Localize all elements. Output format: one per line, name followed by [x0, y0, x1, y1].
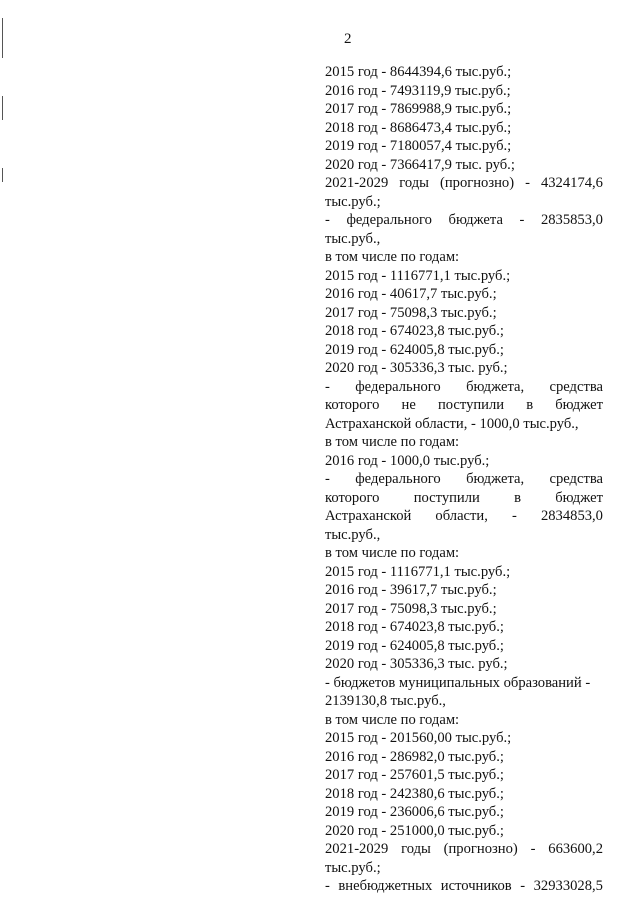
word: -	[511, 508, 517, 524]
text-line: 2139130,8 тыс.руб.,	[325, 693, 446, 709]
text-line: в том числе по годам:	[325, 434, 460, 450]
text-line: 2020 год - 305336,3 тыс. руб.;	[325, 656, 508, 672]
word: средства	[549, 471, 603, 487]
word: не	[401, 397, 416, 413]
text-line: 2019 год - 236006,6 тыс.руб.;	[325, 804, 504, 820]
text-line: 2017 год - 75098,3 тыс.руб.;	[325, 600, 497, 617]
text-line: тыс.руб.,	[325, 230, 381, 247]
word: 2834853,0	[540, 508, 603, 524]
word: средства	[549, 378, 603, 395]
word: годы	[399, 175, 429, 191]
word: которого	[325, 397, 380, 413]
text-line: 2019 год - 624005,8 тыс.руб.;	[325, 637, 504, 654]
word: годы	[401, 841, 431, 857]
text-line: Астраханской области, - 1000,0 тыс.руб.,	[325, 415, 579, 432]
text-line: 2015 год - 1116771,1 тыс.руб.;	[325, 563, 511, 580]
word: 663600,2	[548, 841, 603, 857]
scan-edge-mark	[2, 18, 3, 58]
text-line	[325, 507, 603, 526]
text-line: 2016 год - 1000,0 тыс.руб.;	[325, 452, 490, 469]
text-line: 2018 год - 674023,8 тыс.руб.;	[325, 323, 504, 339]
text-line	[325, 378, 603, 397]
word: которого	[325, 489, 380, 506]
word: в	[526, 397, 534, 413]
word: -	[325, 878, 330, 894]
word: поступили	[413, 489, 480, 506]
text-line	[325, 489, 603, 508]
word: 2835853,0	[540, 212, 603, 228]
word: бюджета,	[466, 471, 525, 487]
text-line	[325, 396, 603, 415]
text-line	[325, 174, 603, 193]
word: источников	[440, 878, 512, 894]
text-line: 2015 год - 201560,00 тыс.руб.;	[325, 730, 512, 746]
text-line: тыс.руб.;	[325, 859, 381, 876]
word: 32933028,5	[533, 878, 603, 894]
text-line: в том числе по годам:	[325, 545, 460, 561]
text-line: 2015 год - 8644394,6 тыс.руб.;	[325, 64, 512, 80]
text-line: 2016 год - 39617,7 тыс.руб.;	[325, 582, 497, 598]
word: -	[325, 378, 330, 395]
document-text	[325, 63, 603, 896]
word: (прогнозно)	[439, 175, 515, 191]
word: -	[520, 878, 526, 894]
text-line: 2017 год - 7869988,9 тыс.руб.;	[325, 101, 512, 117]
word: Астраханской	[325, 508, 412, 524]
word: в	[514, 489, 521, 506]
word: бюджет	[555, 489, 603, 506]
word: -	[325, 212, 330, 228]
text-line: 2016 год - 40617,7 тыс.руб.;	[325, 286, 497, 302]
scan-edge-mark	[2, 168, 3, 182]
word: поступили	[437, 397, 505, 413]
word: -	[530, 841, 536, 857]
word: федерального	[355, 471, 441, 487]
text-line: 2016 год - 7493119,9 тыс.руб.;	[325, 82, 511, 99]
text-line: 2018 год - 8686473,4 тыс.руб.;	[325, 119, 512, 136]
word: 2021-2029	[325, 841, 389, 857]
text-line: 2016 год - 286982,0 тыс.руб.;	[325, 748, 504, 765]
word: бюджета	[448, 212, 503, 228]
text-line: 2018 год - 242380,6 тыс.руб.;	[325, 785, 504, 802]
text-line: в том числе по годам:	[325, 711, 460, 728]
text-line: 2018 год - 674023,8 тыс.руб.;	[325, 619, 504, 635]
word: 4324174,6	[540, 175, 603, 191]
text-line: - бюджетов муниципальных образований -	[325, 674, 591, 691]
word: -	[525, 175, 530, 191]
word: области,	[435, 508, 488, 524]
word: (прогнозно)	[443, 841, 518, 857]
text-line: 2019 год - 624005,8 тыс.руб.;	[325, 341, 504, 358]
word: внебюджетных	[338, 878, 433, 894]
word: бюджет	[555, 397, 603, 413]
text-line	[325, 877, 603, 896]
text-line	[325, 470, 603, 489]
page-number: 2	[344, 31, 352, 47]
text-line: в том числе по годам:	[325, 249, 460, 265]
text-line: тыс.руб.,	[325, 526, 381, 543]
word: -	[519, 212, 525, 228]
word: федерального	[355, 378, 441, 395]
text-line: 2017 год - 75098,3 тыс.руб.;	[325, 304, 497, 321]
text-line: 2015 год - 1116771,1 тыс.руб.;	[325, 267, 511, 284]
text-line: 2020 год - 251000,0 тыс.руб.;	[325, 822, 504, 839]
text-line: 2017 год - 257601,5 тыс.руб.;	[325, 767, 504, 783]
text-line	[325, 840, 603, 859]
word: -	[325, 471, 330, 487]
text-line: 2019 год - 7180057,4 тыс.руб.;	[325, 138, 512, 154]
scan-edge-mark	[2, 96, 3, 120]
text-line	[325, 211, 603, 230]
word: 2021-2029	[325, 175, 389, 191]
text-line: тыс.руб.;	[325, 193, 381, 210]
word: бюджета,	[466, 378, 525, 395]
text-line: 2020 год - 305336,3 тыс. руб.;	[325, 360, 508, 376]
word: федерального	[346, 212, 432, 228]
text-line: 2020 год - 7366417,9 тыс. руб.;	[325, 156, 515, 173]
